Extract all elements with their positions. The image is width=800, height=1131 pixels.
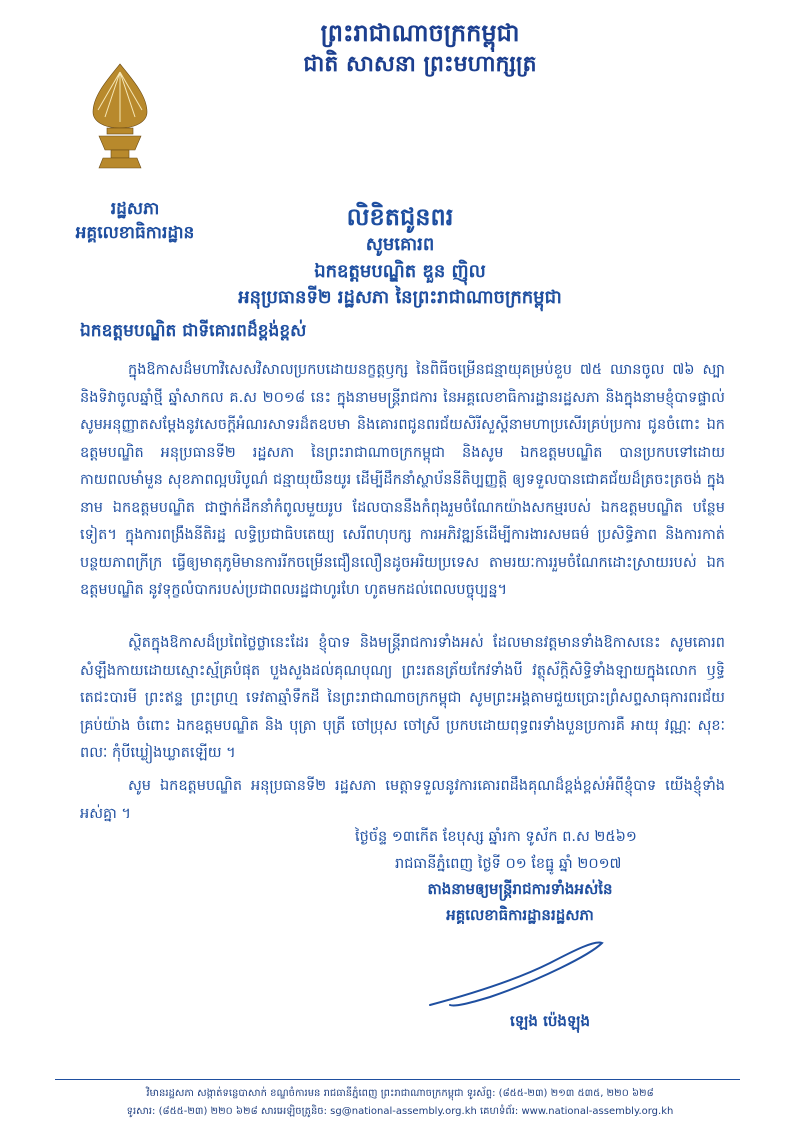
- signatory-title-line-2: អគ្គលេខាធិការដ្ឋានរដ្ឋសភា: [446, 906, 594, 924]
- body-paragraph-2: [80, 630, 725, 768]
- document-title: លិខិតជូនពរ: [346, 203, 454, 231]
- honorific: សូមគោរព: [365, 234, 435, 255]
- body-paragraph-1: [80, 357, 725, 605]
- signer-name: ឡេង ប៉េងឡុង: [510, 1012, 590, 1030]
- recipient-name: ឯកឧត្តមបណ្ឌិត ឌួន ញ៉ិល: [314, 261, 486, 282]
- body-paragraph-3: [80, 773, 725, 828]
- recipient-position: អនុប្រធានទី២ រដ្ឋសភា នៃព្រះរាជាណាចក្រកម្ពុជា: [238, 287, 562, 308]
- body-paragraph-2-text: ស្ថិតក្នុងឱកាសដ៏ប្រពៃថ្លៃថ្លានេះដែរ ខ្ញុំបាទ និងមន្ត្រីរាជការទាំងអស់ ដែលមានវត្តមានទាំងឱកាសនេះ សូមគោរពសំឡឹងកាយដោយស្មោះស្ម័គ្របំផុត បួងសួងដល់គុណបុណ្យ ព្រះរតនត្រ័យកែវទាំងបី វត្ថុស័ក្តិសិទ្ធិទាំងឡាយក្នុងលោក ឫទ្ធិតេជះបារមី ព្រះឥន្ទ ព្រះព្រហ្ម ទេវតាឆ្មាំទឹកដី នៃព្រះរាជាណាចក្រកម្ពុជា សូមព្រះអង្គតាមជួយប្រោះព្រំសព្ទសាធុការពរជ័យគ្រប់យ៉ាង ចំពោះ ឯកឧត្តមបណ្ឌិត និង បុត្រា បុត្រី ចៅប្រុស ចៅស្រី ប្រកបដោយពុទ្ធពរទាំងបួនប្រការគឺ អាយុ វណ្ណៈ សុខៈ ពលៈ កុំបីឃ្លៀងឃ្លាតឡើយ ។: [80, 635, 725, 761]
- kingdom-header: ព្រះរាជាណាចក្រកម្ពុជា: [320, 19, 520, 47]
- body-paragraph-1-text: ក្នុងឱកាសដ៏មហាវិសេសវិសាលប្រកបដោយនក្ខត្តឫក្ស នៃពិធីចម្រើនជន្មាយុគម្រប់ខួប ៧៥ ឈានចូល ៧៦ ស្បា និងទិវាចូលឆ្នាំថ្មី ឆ្នាំសាកល គ.ស ២០១៨ នេះ ក្នុងនាមមន្ត្រីរាជការ នៃអគ្គលេខាធិការដ្ឋានរដ្ឋសភា និងក្នុងនាមខ្ញុំបាទផ្ទាល់ សូមអនុញ្ញាតសម្តែងនូវសេចក្តីអំណរសាទរដ៏តឧបមា និងគោរពជូនពរជ័យសិរីសួស្តីនាមហាប្រសើរគ្រប់ប្រការ ជូនចំពោះ ឯកឧត្តមបណ្ឌិត អនុប្រធានទី២ រដ្ឋសភា នៃព្រះរាជាណាចក្រកម្ពុជា និងសូម ឯកឧត្តមបណ្ឌិត បានប្រកបទៅដោយកាយពលមាំមួន សុខភាពល្អបរិបូណ៌ ជន្មាយុយឺនយូរ ដើម្បីដឹកនាំស្ថាប័ននីតិប្បញ្ញត្តិ ឲ្យទទួលបានជោគជ័យដ៏ត្រចះត្រចង់ ក្នុងនាម ឯកឧត្តមបណ្ឌិត ជាថ្នាក់ដឹកនាំកំពូលមួយរូប ដែលបាននឹងកំពុងរួមចំណែកយ៉ាងសកម្មរបស់ ឯកឧត្តមបណ្ឌិត បន្ថែមទៀត។ ក្នុងការពង្រឹងនីតិរដ្ឋ លទ្ធិប្រជាធិបតេយ្យ សេរីពហុបក្ស ការអភិវឌ្ឍន៍ដើម្បីការងារសមធម៌ ប្រសិទ្ធិភាព និងការកាត់បន្ថយភាពក្រីក្រ ធ្វើឲ្យមាតុភូមិមានការរីកចម្រើនជឿនលឿនដូចអរិយប្រទេស តាមរយៈការរួមចំណែកដោះស្រាយរបស់ ឯកឧត្តមបណ្ឌិត នូវទុក្ខលំបាករបស់ប្រជាពលរដ្ឋជាហូរហែ ហូតមកដល់ពេលបច្ចុប្បន្ន។: [80, 362, 725, 598]
- footer-address: វិមានរដ្ឋសភា សង្កាត់ទន្លេបាសាក់ ខណ្ឌចំការមន រាជធានីភ្នំពេញ ព្រះរាជាណាចក្រកម្ពុជា ទូរស័ព្ទ: (៨៥៥-២៣) ២១៣ ៥៣៥, ២២០ ៦២៨: [146, 1088, 654, 1099]
- handwritten-signature-icon: [420, 935, 620, 1015]
- place-and-date: រាជធានីភ្នំពេញ ថ្ងៃទី ០១ ខែធ្នូ ឆ្នាំ ២០១៧: [395, 856, 622, 872]
- body-paragraph-3-text: សូម ឯកឧត្តមបណ្ឌិត អនុប្រធានទី២ រដ្ឋសភា មេត្តាទទួលនូវការគោរពដឹងគុណដ៏ខ្ពង់ខ្ពស់អំពីខ្ញុំបាទ យើងខ្ញុំទាំងអស់គ្នា ។: [80, 778, 725, 822]
- signatory-title-line-1: តាងនាមឲ្យមន្ត្រីរាជការទាំងអស់នៃ: [427, 880, 613, 898]
- salutation: ឯកឧត្តមបណ្ឌិត ជាទីគោរពដ៏ខ្ពង់ខ្ពស់: [80, 321, 307, 341]
- sender-org-name: រដ្ឋសភា: [110, 199, 160, 219]
- sender-department: អគ្គលេខាធិការដ្ឋាន: [75, 223, 195, 243]
- royal-emblem-icon: [85, 62, 155, 172]
- footer-divider: [55, 1079, 740, 1080]
- lunar-date: ថ្ងៃច័ន្ទ ១៣កើត ខែបុស្ស ឆ្នាំរកា ទូស័ក ព.ស ២៥៦១: [355, 829, 637, 845]
- footer-contacts: ទូរសារ: (៨៥៥-២៣) ២២០ ៦២៨ សារអេឡិចត្រូនិច: sg@national-assembly.org.kh គេហទំព័រ: www.national-assembly.org.kh: [126, 1106, 674, 1117]
- national-motto: ជាតិ សាសនា ព្រះមហាក្សត្រ: [303, 52, 537, 77]
